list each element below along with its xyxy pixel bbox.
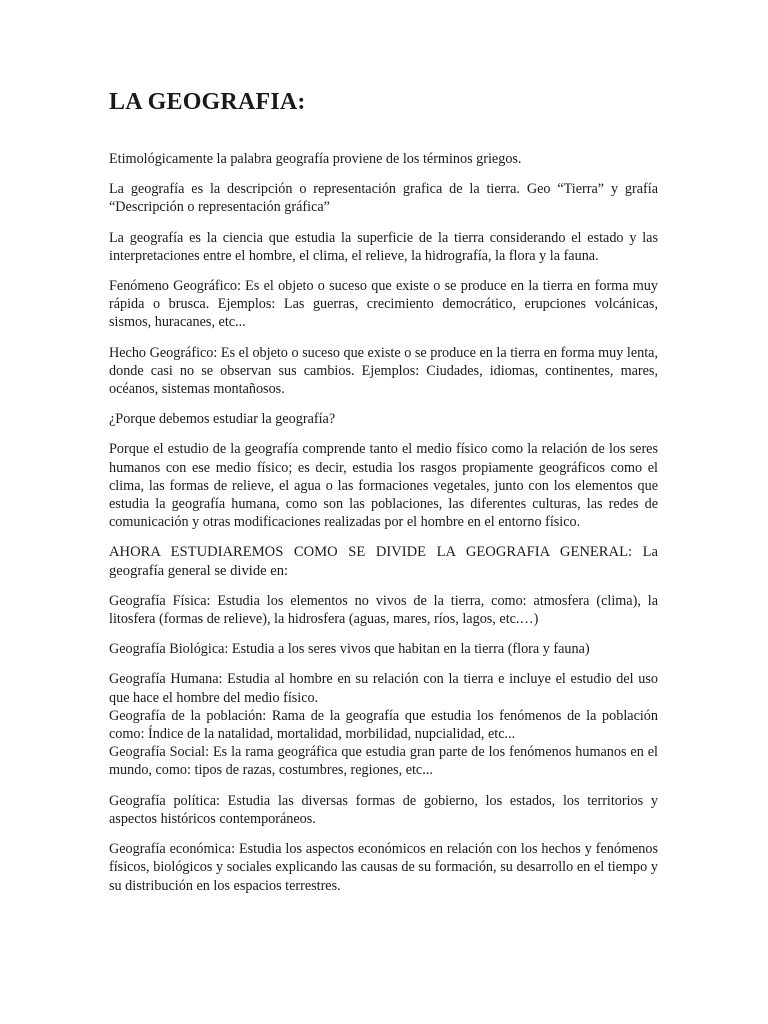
paragraph-answer: Porque el estudio de la geografía comprende tanto el medio físico como la relación de los seres humanos con ese medio físico; es decir, estudia los rasgos propiamente geográficos como el clima, las formas de relieve, el agua o las formaciones vegetales, junto con los elementos que estudia la geografía humana, como son las poblaciones, las diferentes culturas, las redes de comunicación y otras modificaciones realizadas por el hombre en el entorno físico. [109, 441, 658, 531]
paragraph-geografia-humana-block [109, 670, 658, 779]
paragraph-question: ¿Porque debemos estudiar la geografía? [109, 411, 336, 428]
paragraph-etymology: Etimológicamente la palabra geografía proviene de los términos griegos. [109, 151, 522, 167]
paragraph-division-intro: AHORA ESTUDIAREMOS COMO SE DIVIDE LA GEOGRAFIA GENERAL: La geografía general se divide en: [109, 544, 658, 579]
paragraph-geografia-biologica: Geografía Biológica: Estudia a los seres vivos que habitan en la tierra (flora y fauna) [109, 641, 590, 658]
line-geografia-poblacion: Geografía de la población: Rama de la geografía que estudia los fenómenos de la población como: Índice de la natalidad, mortalidad, morbilidad, nupcialidad, etc... [109, 707, 658, 743]
paragraph-hecho-geografico: Hecho Geográfico: Es el objeto o suceso que existe o se produce en la tierra en forma muy lenta, donde casi no se observan sus cambios. Ejemplos: Ciudades, idiomas, continentes, mares, océanos, sistemas montañosos. [109, 344, 658, 398]
paragraph-geografia-fisica: Geografía Física: Estudia los elementos no vivos de la tierra, como: atmosfera (clima), la litosfera (formas de relieve), la hidrosfera (aguas, mares, ríos, lagos, etc.…) [109, 592, 658, 628]
document-body [109, 150, 658, 895]
paragraph-geografia-economica: Geografía económica: Estudia los aspectos económicos en relación con los hechos y fenómenos físicos, biológicos y sociales explicando las causas de su formación, su desarrollo en el tiempo y su distribución en los espacios terrestres. [109, 841, 658, 894]
paragraph-description: La geografía es la descripción o representación grafica de la tierra. Geo “Tierra” y grafía “Descripción o representación gráfica” [109, 181, 658, 216]
paragraph-fenomeno-geografico: Fenómeno Geográfico: Es el objeto o suceso que existe o se produce en la tierra en forma muy rápida o brusca. Ejemplos: Las guerras, crecimiento democrático, erupciones volcánicas, sismos, huracanes, etc... [109, 278, 658, 331]
paragraph-science: La geografía es la ciencia que estudia la superficie de la tierra considerando el estado y las interpretaciones entre el hombre, el clima, el relieve, la hidrografía, la flora y la fauna. [109, 229, 658, 264]
document-page [109, 0, 658, 907]
line-geografia-humana: Geografía Humana: Estudia al hombre en su relación con la tierra e incluye el estudio del uso que hace el hombre del medio físico. [109, 671, 658, 706]
paragraph-geografia-politica: Geografía política: Estudia las diversas formas de gobierno, los estados, los territorios y aspectos históricos contemporáneos. [109, 792, 658, 827]
line-geografia-social: Geografía Social: Es la rama geográfica que estudia gran parte de los fenómenos humanos en el mundo, como: tipos de razas, costumbres, regiones, etc... [109, 744, 658, 779]
document-title: LA GEOGRAFIA: [109, 89, 306, 115]
